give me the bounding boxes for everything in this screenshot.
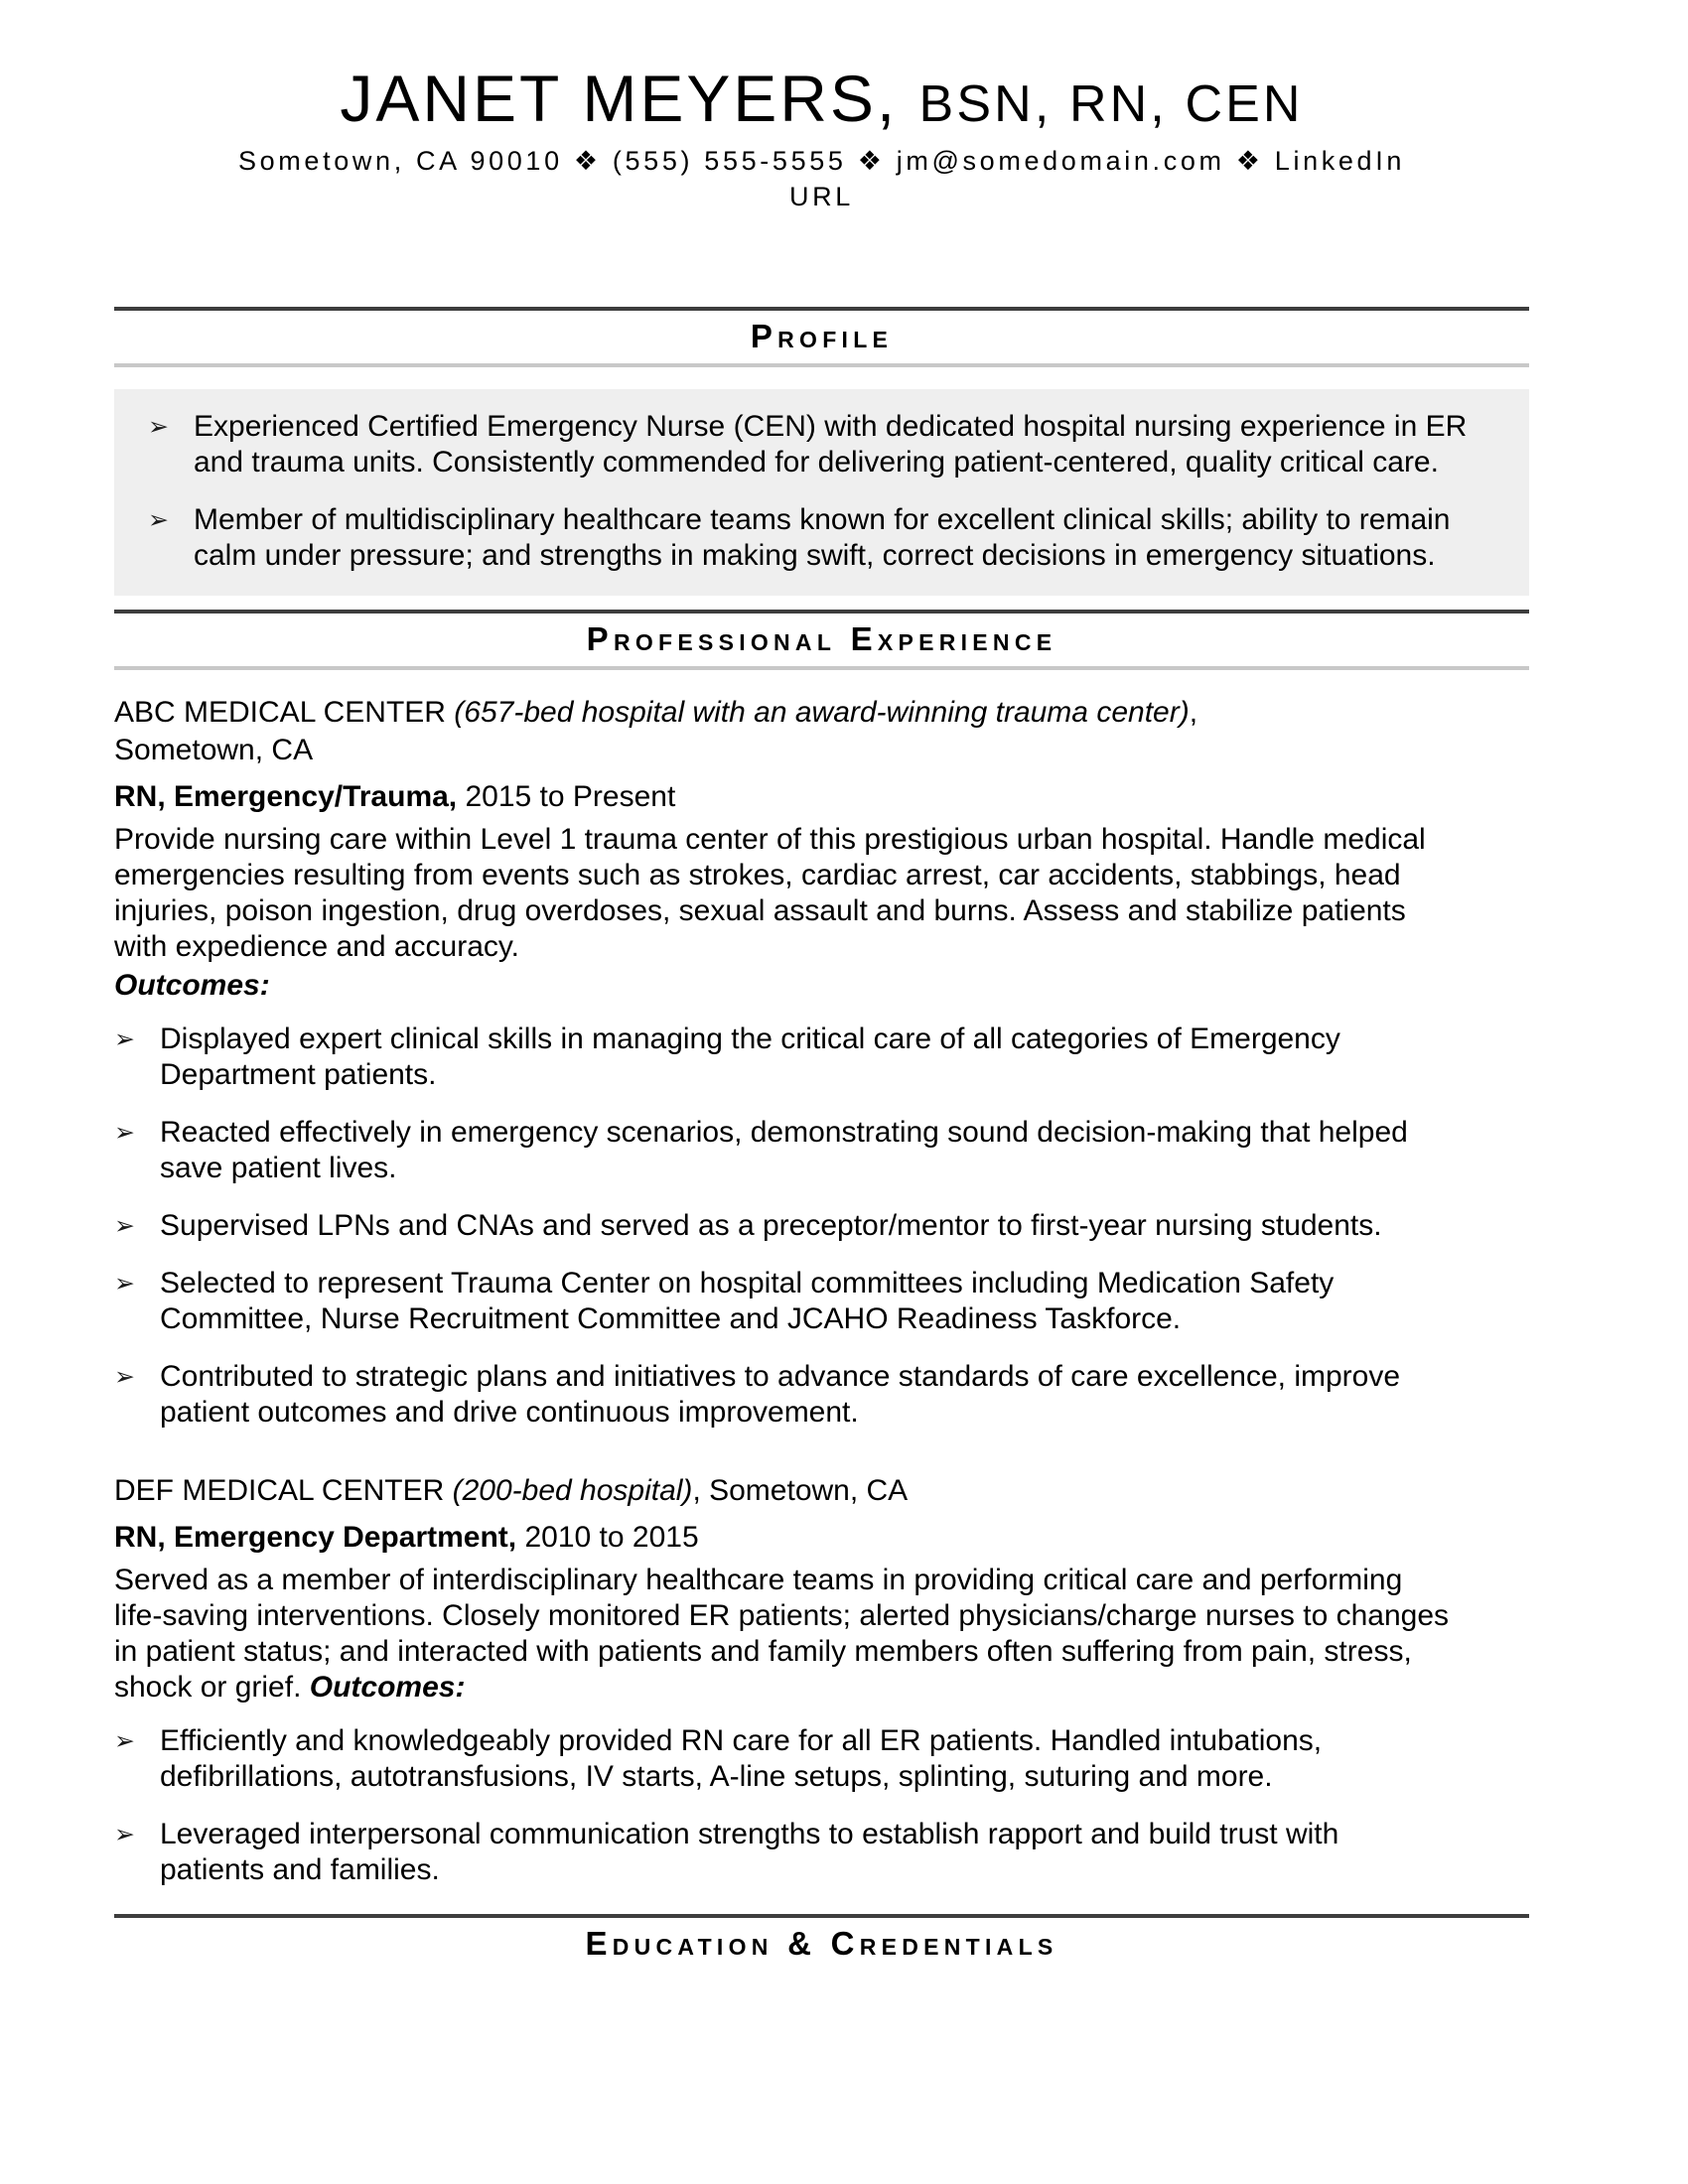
arrow-bullet-icon: ➢ (114, 1212, 135, 1241)
job-bullet (114, 1266, 1450, 1337)
job-role: RN, Emergency Department, (114, 1521, 517, 1555)
job-summary-text: Served as a member of interdisciplinary healthcare teams in providing critical care and performing life-saving interventions. Closely monitored ER patients; alerted physicians/charge nurses to changes in patient status; and interacted with patients and family members often suffering from pain, stress, shock or grief. (114, 1564, 1450, 1705)
arrow-bullet-icon: ➢ (114, 1270, 135, 1298)
job-dates: 2010 to 2015 (524, 1521, 699, 1555)
contact-line-1: Sometown, CA 90010 ❖ (555) 555-5555 ❖ jm@somedomain.com ❖ LinkedIn (237, 146, 1406, 177)
arrow-bullet-icon: ➢ (148, 505, 169, 534)
job-bullet (114, 1817, 1450, 1888)
job-bullet-list (114, 1022, 1529, 1431)
divider-dark (114, 307, 1529, 311)
contact-line-2: URL (789, 181, 854, 211)
divider-light (114, 363, 1529, 367)
job-bullet-text: Leveraged interpersonal communication strengths to establish rapport and build trust with patients and families. (160, 1818, 1339, 1887)
job-bullet (114, 1115, 1450, 1186)
role-line (114, 1519, 1529, 1556)
job-bullet-text: Reacted effectively in emergency scenarios, demonstrating sound decision-making that helped save patient lives. (160, 1116, 1408, 1185)
job-location: Sometown, CA (114, 734, 314, 767)
job-bullet (114, 1208, 1450, 1244)
job-bullet-list (114, 1723, 1529, 1888)
employer-description-suffix: , (692, 1474, 710, 1508)
profile-bullet-text: Member of multidisciplinary healthcare teams known for excellent clinical skills; ability to remain calm under pressure; and strengths in making swift, correct decisions in emergency situations. (194, 502, 1451, 572)
candidate-name-line (114, 64, 1529, 134)
education-section (114, 1914, 1529, 1964)
contact-line (114, 144, 1529, 214)
arrow-bullet-icon: ➢ (114, 1821, 135, 1849)
profile-bullet (148, 409, 1483, 480)
candidate-credentials: BSN, RN, CEN (918, 75, 1304, 133)
job-bullet (114, 1723, 1450, 1795)
role-line (114, 778, 1529, 815)
job-summary: Provide nursing care within Level 1 trauma center of this prestigious urban hospital. Handle medical emergencies resulting from events such as strokes, cardiac arrest, car accidents, stabbings, head injuries, poison ingestion, drug overdoses, sexual assault and burns. Assess and stabilize patients with expedience and accuracy. (114, 823, 1426, 964)
job-bullet-text: Contributed to strategic plans and initiatives to advance standards of care excellence, improve patient outcomes and drive continuous improvement. (160, 1360, 1401, 1430)
employer-description: (657-bed hospital with an award-winning trauma center) (454, 696, 1190, 730)
employer-name: ABC MEDICAL CENTER (114, 696, 446, 730)
candidate-name: JANET MEYERS, (340, 62, 899, 135)
profile-bullet (148, 502, 1483, 574)
job-bullet-text: Efficiently and knowledgeably provided RN care for all ER patients. Handled intubations, defibrillations, autotransfusions, IV starts, A-line setups, splinting, suturing and more. (160, 1724, 1323, 1794)
outcomes-label: Outcomes: (309, 1671, 466, 1705)
job-summary (114, 1563, 1450, 1706)
job-bullet-text: Selected to represent Trauma Center on hospital committees including Medication Safety Committee, Nurse Recruitment Committee and JCAHO Readiness Taskforce. (160, 1267, 1335, 1336)
employer-description: (200-bed hospital) (452, 1474, 693, 1508)
profile-section (114, 307, 1529, 596)
job-entry-abc (114, 694, 1529, 1431)
divider-dark (114, 610, 1529, 614)
job-entry-def (114, 1472, 1529, 1888)
employer-description-suffix: , (1189, 696, 1198, 730)
divider-light (114, 666, 1529, 670)
profile-section-head (114, 307, 1529, 367)
job-bullet (114, 1359, 1450, 1431)
job-dates: 2015 to Present (465, 780, 676, 814)
arrow-bullet-icon: ➢ (114, 1025, 135, 1054)
experience-section (114, 610, 1529, 1888)
employer-line (114, 1472, 1504, 1510)
experience-section-title: Professional Experience (586, 619, 1057, 657)
job-bullet-text: Displayed expert clinical skills in managing the critical care of all categories of Emergency Department patients. (160, 1023, 1340, 1092)
profile-bullet-text: Experienced Certified Emergency Nurse (CEN) with dedicated hospital nursing experience in ER and trauma units. Consistently commended for delivering patient-centered, quality critical care. (194, 409, 1468, 478)
arrow-bullet-icon: ➢ (114, 1119, 135, 1148)
arrow-bullet-icon: ➢ (148, 412, 169, 441)
experience-section-head (114, 610, 1529, 670)
job-bullet (114, 1022, 1450, 1093)
divider-dark (114, 1914, 1529, 1918)
education-section-head (114, 1914, 1529, 1964)
arrow-bullet-icon: ➢ (114, 1363, 135, 1392)
outcomes-label: Outcomes: (114, 969, 270, 1003)
job-bullet-text: Supervised LPNs and CNAs and served as a preceptor/mentor to first-year nursing students. (160, 1209, 1382, 1243)
employer-line (114, 694, 1504, 769)
education-section-title: Education & Credentials (585, 1925, 1058, 1963)
profile-bullet-list (148, 409, 1491, 574)
job-role: RN, Emergency/Trauma, (114, 780, 458, 814)
outcomes-heading (114, 967, 1529, 1004)
profile-section-title: Profile (750, 317, 894, 354)
profile-highlight-box (114, 389, 1529, 596)
resume-header (114, 64, 1529, 215)
arrow-bullet-icon: ➢ (114, 1727, 135, 1756)
employer-name: DEF MEDICAL CENTER (114, 1474, 445, 1508)
job-location: Sometown, CA (709, 1474, 909, 1508)
